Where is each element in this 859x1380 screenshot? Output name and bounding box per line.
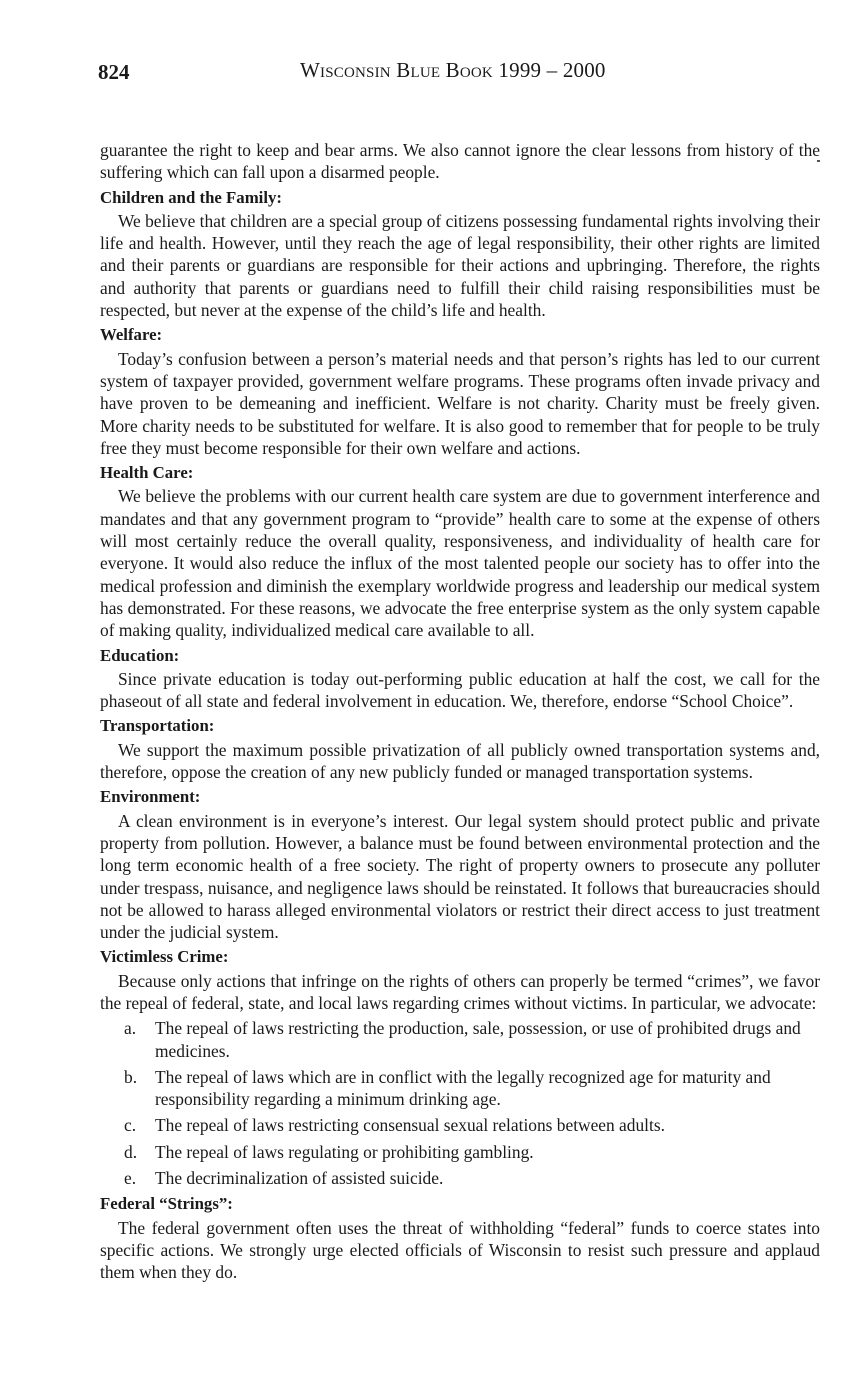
section-heading: Welfare: — [100, 325, 163, 345]
advocacy-list — [100, 1017, 820, 1189]
section-paragraph: Today’s confusion between a person’s material needs and that person’s rights has led to our current system of taxpayer provided, government welfare programs. These programs often invade privacy and have proven to be demeaning and inefficient. Welfare is not charity. Charity must be freely given. More charity needs to be substituted for welfare. It is also good to remember that for people to be truly free they must become responsible for their own welfare and actions. — [100, 348, 820, 458]
section-environment — [100, 786, 820, 943]
section-heading: Health Care: — [100, 463, 194, 483]
section-paragraph: Since private education is today out-performing public education at half the cost, we call for the phaseout of all state and federal involvement in education. We, therefore, endorse “School Choice”. — [100, 668, 820, 712]
section-welfare — [100, 324, 820, 459]
intro-paragraph: guarantee the right to keep and bear arms. We also cannot ignore the clear lessons from history of the suffering which can fall upon a disarmed people. — [100, 140, 820, 183]
section-victimless-crime — [100, 946, 820, 1189]
list-item — [100, 1066, 820, 1111]
section-heading: Federal “Strings”: — [100, 1194, 233, 1214]
section-paragraph: We believe that children are a special group of citizens possessing fundamental rights involving their life and health. However, until they reach the age of legal responsibility, their other rights are limited and their parents or guardians are responsible for their actions and upbringing. Therefore, the rights and authority that parents or guardians need to fulfill their child raising responsibilities must be respected, but never at the expense of the child’s life and health. — [100, 210, 820, 321]
section-education — [100, 645, 820, 713]
list-item — [100, 1167, 820, 1189]
section-paragraph: We support the maximum possible privatization of all publicly owned transportation systems and, therefore, oppose the creation of any new publicly funded or managed transportation systems. — [100, 739, 820, 783]
list-item — [100, 1114, 820, 1136]
list-item-text: The repeal of laws which are in conflict with the legally recognized age for maturity and responsibility regarding a minimum drinking age. — [155, 1066, 771, 1110]
list-item-letter: d. — [124, 1141, 138, 1162]
list-item-text: The repeal of laws restricting consensual sexual relations between adults. — [155, 1115, 665, 1136]
list-item-letter: b. — [124, 1066, 138, 1087]
section-paragraph: Because only actions that infringe on the rights of others can properly be termed “crimes”, we favor the repeal of federal, state, and local laws regarding crimes without victims. In particular, we advocate: — [100, 970, 820, 1013]
section-paragraph: The federal government often uses the threat of withholding “federal” funds to coerce states into specific actions. We strongly urge elected officials of Wisconsin to resist such pressure and applaud them when they do. — [100, 1217, 820, 1283]
list-item-letter: a. — [124, 1018, 137, 1039]
section-heading: Victimless Crime: — [100, 947, 229, 967]
page-number: 824 — [98, 60, 130, 84]
list-item-letter: e. — [124, 1168, 137, 1189]
section-children-family — [100, 187, 820, 322]
section-heading: Transportation: — [100, 716, 215, 736]
section-heading: Education: — [100, 645, 180, 665]
list-item-letter: c. — [124, 1115, 137, 1136]
list-item-text: The decriminalization of assisted suicide. — [155, 1168, 444, 1189]
list-item — [100, 1141, 820, 1163]
list-item-text: The repeal of laws regulating or prohibiting gambling. — [155, 1141, 534, 1162]
section-heading: Environment: — [100, 787, 201, 807]
section-heading: Children and the Family: — [100, 187, 282, 207]
section-health-care — [100, 462, 820, 641]
page-body — [100, 139, 820, 1284]
list-item-text: The repeal of laws restricting the production, sale, possession, or use of prohibited drugs and medicines. — [155, 1018, 801, 1061]
section-transportation — [100, 715, 820, 783]
running-title: Wisconsin Blue Book 1999 – 2000 — [300, 58, 606, 82]
list-item — [100, 1017, 820, 1062]
section-federal-strings — [100, 1193, 820, 1283]
section-paragraph: A clean environment is in everyone’s interest. Our legal system should protect public and private property from pollution. However, a balance must be found between environmental protection and the long term economic health of a free society. The right of property owners to prosecute any polluter under trespass, nuisance, and negligence laws should be reinstated. It follows that bureaucracies should not be allowed to harass alleged environmental violators or restrict their direct access to just treatment under the judicial system. — [100, 810, 820, 943]
page-header — [98, 58, 818, 90]
section-paragraph: We believe the problems with our current health care system are due to government interference and mandates and that any government program to “provide” health care to some at the expense of others will most certainly reduce the overall quality, responsiveness, and individuality of health care for everyone. It would also reduce the influx of the most talented people our society has to offer into the medical profession and diminish the exemplary worldwide progress and leadership our medical system has demonstrated. For these reasons, we advocate the free enterprise system as the only system capable of making quality, individualized medical care available to all. — [100, 486, 820, 641]
